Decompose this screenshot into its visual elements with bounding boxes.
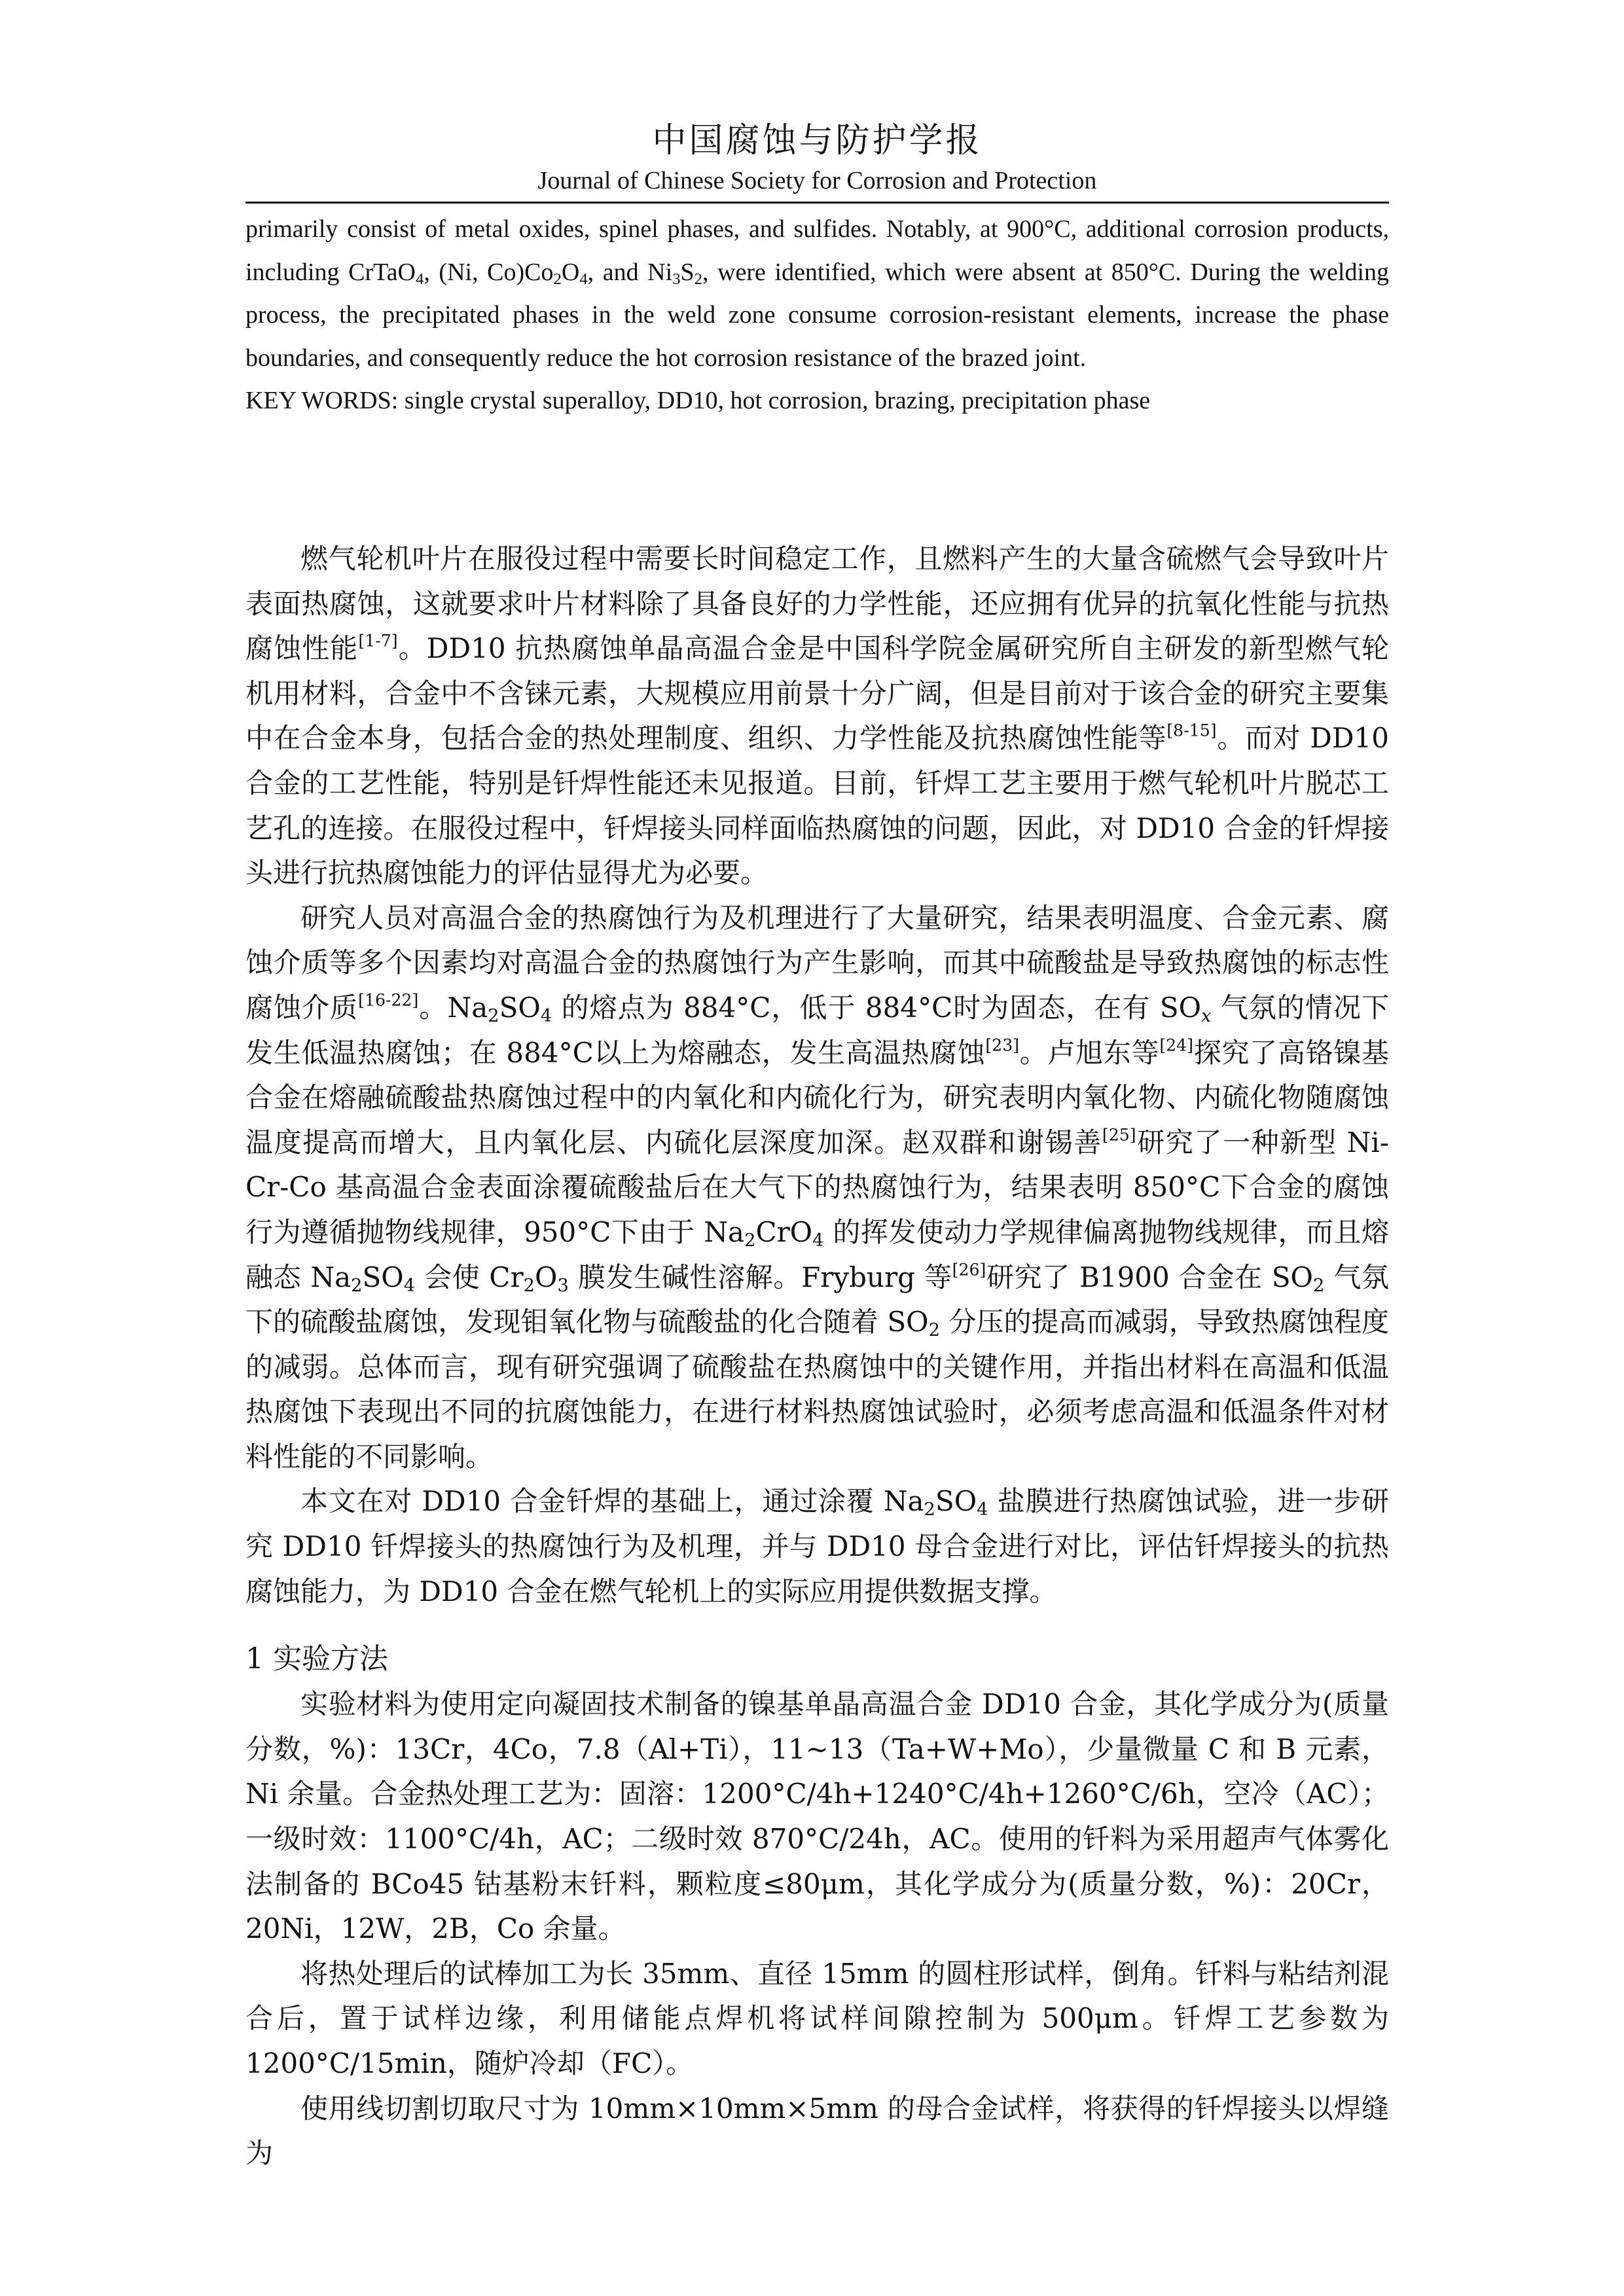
- intro-paragraph-3: 本文在对 DD10 合金钎焊的基础上，通过涂覆 $Na_2SO_4$ 盐膜进行热腐蚀试验，进一步研究 DD10 钎焊接头的热腐蚀行为及机理，并与 DD10 母合金进行对比，评估钎焊接头的抗热腐蚀能力，为 DD10 合金在燃气轮机上的实际应用提供数据支撑。: [245, 1485, 1389, 1607]
- intro-paragraph-2: 研究人员对高温合金的热腐蚀行为及机理进行了大量研究，结果表明温度、合金元素、腐蚀介质等多个因素均对高温合金的热腐蚀行为产生影响，而其中硫酸盐是导致热腐蚀的标志性腐蚀介质[16-22]。$Na_2SO_4$ 的熔点为 884°C，低于 884°C时为固态，在有 $SO_x$ 气氛的情况下发生低温热腐蚀；在 884°C以上为熔融态，发生高温热腐蚀[23]。卢旭东等[24]探究了高铬镍基合金在熔融硫酸盐热腐蚀过程中的内氧化和内硫化行为，研究表明内氧化物、内硫化物随腐蚀温度提高而增大，且内氧化层、内硫化层深度加深。赵双群和谢锡善[25]研究了一种新型 Ni-Cr-Co 基高温合金表面涂覆硫酸盐后在大气下的热腐蚀行为，结果表明 850°C下合金的腐蚀行为遵循抛物线规律，950°C下由于 $Na_2CrO_4$ 的挥发使动力学规律偏离抛物线规律，而且熔融态 $Na_2SO_4$ 会使 $Cr_2O_3$ 膜发生碱性溶解。Fryburg 等[26]研究了 B1900 合金在 $SO_2$ 气氛下的硫酸盐腐蚀，发现钼氧化物与硫酸盐的化合随着 $SO_2$ 分压的提高而减弱，导致热腐蚀程度的减弱。总体而言，现有研究强调了硫酸盐在热腐蚀中的关键作用，并指出材料在高温和低温热腐蚀下表现出不同的抗腐蚀能力，在进行材料热腐蚀试验时，必须考虑高温和低温条件对材料性能的不同影响。: [245, 901, 1390, 1473]
- abstract-continuation: [245, 208, 1389, 423]
- journal-header: [245, 118, 1389, 198]
- methods-paragraph-1: 实验材料为使用定向凝固技术制备的镍基单晶高温合金 DD10 合金，其化学成分为(质量分数，%)：13Cr，4Co，7.8（Al+Ti），11~13（Ta+W+Mo），少量微量 C 和 B 元素，Ni 余量。合金热处理工艺为：固溶：1200°C/4h+1240°C/4h+1260°C/6h，空冷（AC）；一级时效：1100°C/4h，AC；二级时效 870°C/24h，AC。使用的钎料为采用超声气体雾化法制备的 BCo45 钴基粉末钎料，颗粒度≤80μm，其化学成分为(质量分数，%)：20Cr，20Ni，12W，2B，Co 余量。: [245, 1688, 1389, 1945]
- journal-title-en: Journal of Chinese Society for Corrosion and Protection: [537, 167, 1097, 194]
- keywords: KEY WORDS: single crystal superalloy, DD10, hot corrosion, brazing, precipitation phase: [245, 387, 1151, 414]
- intro-paragraph-1: 燃气轮机叶片在服役过程中需要长时间稳定工作，且燃料产生的大量含硫燃气会导致叶片表面热腐蚀，这就要求叶片材料除了具备良好的力学性能，还应拥有优异的抗氧化性能与抗热腐蚀性能[1-7]。DD10 抗热腐蚀单晶高温合金是中国科学院金属研究所自主研发的新型燃气轮机用材料，合金中不含铼元素，大规模应用前景十分广阔，但是目前对于该合金的研究主要集中在合金本身，包括合金的热处理制度、组织、力学性能及抗热腐蚀性能等[8-15]。而对 DD10 合金的工艺性能，特别是钎焊性能还未见报道。目前，钎焊工艺主要用于燃气轮机叶片脱芯工艺孔的连接。在服役过程中，钎焊接头同样面临热腐蚀的问题，因此，对 DD10 合金的钎焊接头进行抗热腐蚀能力的评估显得尤为必要。: [245, 543, 1389, 889]
- journal-title-cn: 中国腐蚀与防护学报: [652, 121, 983, 160]
- methods-paragraph-3: 使用线切割切取尺寸为 10mm×10mm×5mm 的母合金试样，将获得的钎焊接头以焊缝为: [245, 2092, 1389, 2170]
- section-heading-experimental-methods: 1 实验方法: [245, 1642, 388, 1676]
- abstract-text: primarily consist of metal oxides, spinel phases, and sulfides. Notably, at 900°C, additional corrosion products, including CrTaO$_4$, (Ni, $Co)Co_2O_4$, and $Ni_3S_2$, were identified, which were absent at 850°C. During the welding process, the precipitated phases in the weld zone consume corrosion-resistant elements, increase the phase boundaries, and consequently reduce the hot corrosion resistance of the brazed joint.: [245, 215, 1390, 372]
- main-text: [245, 537, 1389, 2176]
- methods-paragraph-2: 将热处理后的试棒加工为长 35mm、直径 15mm 的圆柱形试样，倒角。钎料与粘结剂混合后，置于试样边缘，利用储能点焊机将试样间隙控制为 500μm。钎焊工艺参数为 1200°C/15min，随炉冷却（FC）。: [245, 1957, 1389, 2079]
- header-rule: [245, 202, 1389, 204]
